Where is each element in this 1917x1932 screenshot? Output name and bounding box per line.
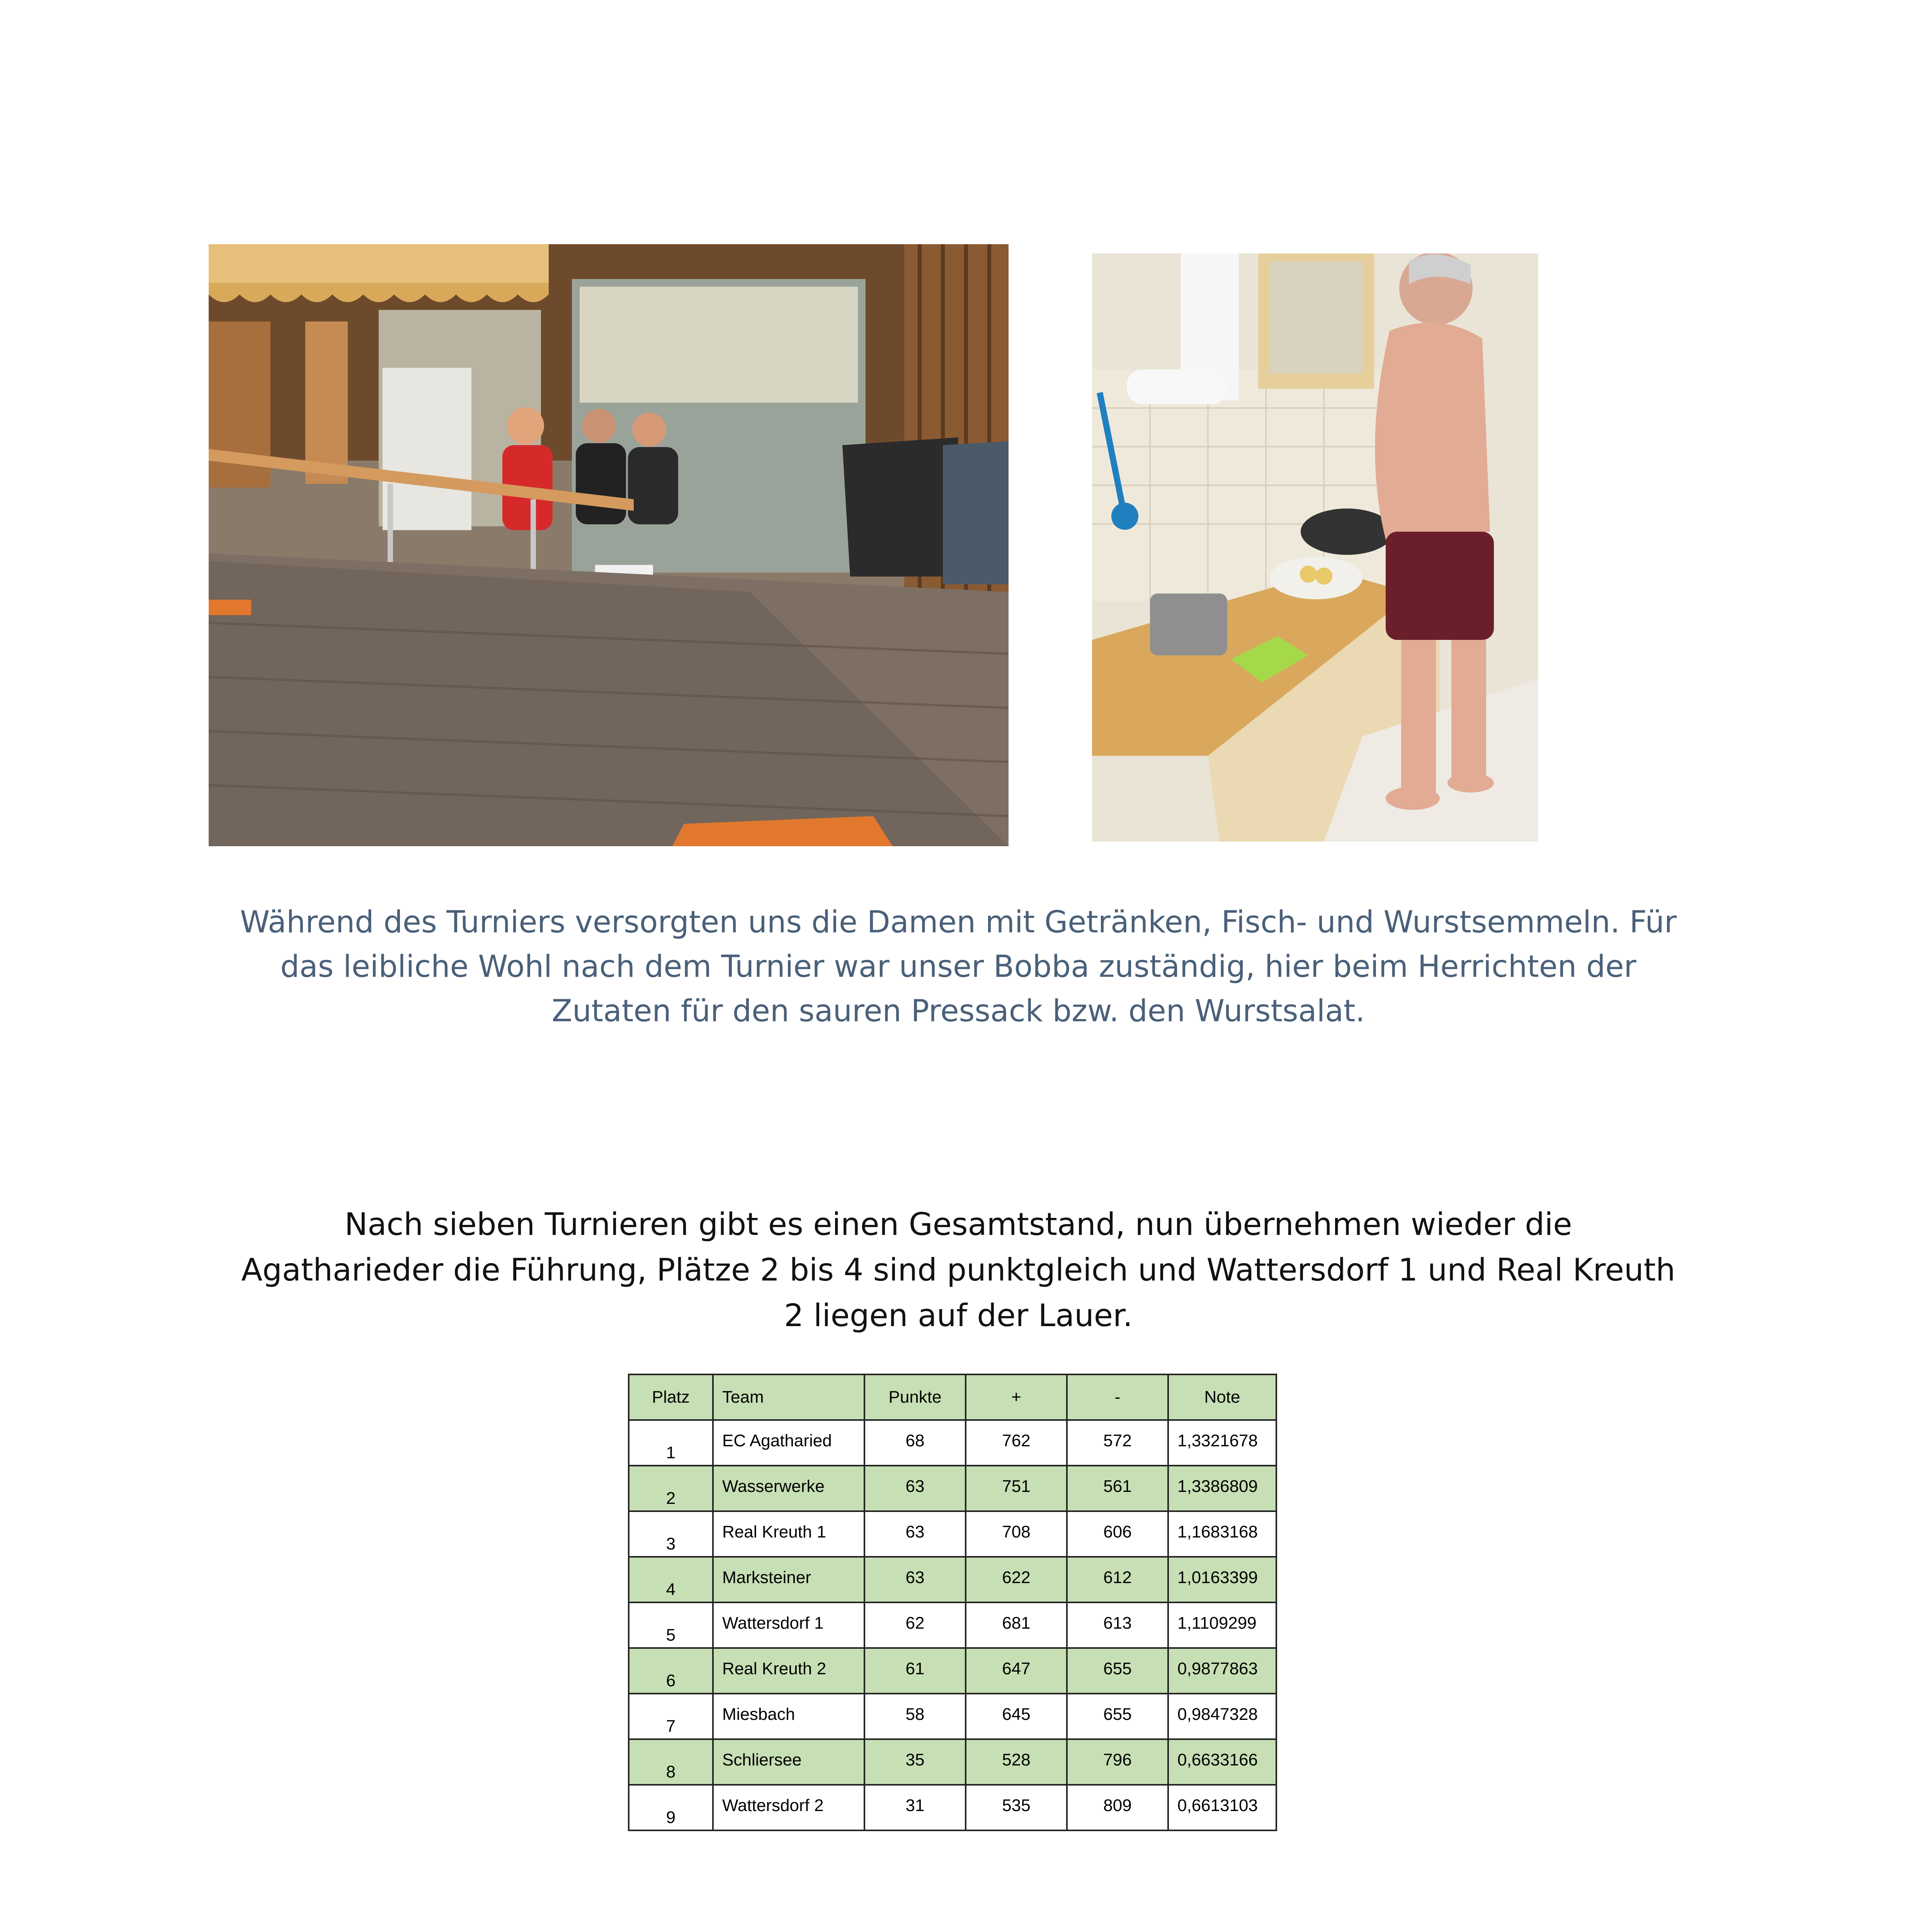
column-header-note: Note [1168, 1374, 1276, 1420]
table-row [629, 1602, 1276, 1648]
cell-plus: 622 [966, 1557, 1067, 1602]
cell-punkte: 63 [864, 1557, 966, 1602]
cell-minus: 572 [1067, 1420, 1168, 1466]
cell-note: 0,9847328 [1168, 1694, 1276, 1739]
standings-intro-line: Nach sieben Turnieren gibt es einen Gesamtstand, nun übernehmen wieder die [344, 1206, 1572, 1242]
table-row [629, 1420, 1276, 1466]
standings-intro-line: Agatharieder die Führung, Plätze 2 bis 4 sind punktgleich und Wattersdorf 1 und Real Kreuth [241, 1252, 1675, 1288]
cell-punkte: 35 [864, 1739, 966, 1785]
photo-caption-line: Zutaten für den sauren Pressack bzw. den Wurstsalat. [551, 994, 1365, 1029]
cell-minus: 613 [1067, 1602, 1168, 1648]
photo-caption [170, 900, 1747, 1034]
cell-plus: 762 [966, 1420, 1067, 1466]
column-header-punkte: Punkte [864, 1374, 966, 1420]
cell-note: 1,3321678 [1168, 1420, 1276, 1466]
cell-plus: 528 [966, 1739, 1067, 1785]
cell-punkte: 58 [864, 1694, 966, 1739]
cell-minus: 809 [1067, 1785, 1168, 1830]
cell-minus: 561 [1067, 1466, 1168, 1511]
table-row [629, 1739, 1276, 1785]
cell-punkte: 63 [864, 1466, 966, 1511]
cell-plus: 681 [966, 1602, 1067, 1648]
cell-note: 0,6613103 [1168, 1785, 1276, 1830]
photo-caption-line: das leibliche Wohl nach dem Turnier war unser Bobba zuständig, hier beim Herrichten der [280, 949, 1636, 984]
cell-note: 0,9877863 [1168, 1648, 1276, 1694]
cell-team: Schliersee [713, 1739, 864, 1785]
cell-punkte: 62 [864, 1602, 966, 1648]
terrace-photo [209, 244, 1009, 846]
table-row [629, 1648, 1276, 1694]
cell-note: 1,3386809 [1168, 1466, 1276, 1511]
cell-platz: 6 [629, 1648, 713, 1694]
cell-platz: 8 [629, 1739, 713, 1785]
standings-intro-line: 2 liegen auf der Lauer. [784, 1298, 1133, 1333]
table-row [629, 1557, 1276, 1602]
cell-platz: 9 [629, 1785, 713, 1830]
cell-team: Real Kreuth 1 [713, 1511, 864, 1557]
cell-team: Wattersdorf 2 [713, 1785, 864, 1830]
cell-minus: 655 [1067, 1694, 1168, 1739]
column-header-team: Team [713, 1374, 864, 1420]
cell-team: Wasserwerke [713, 1466, 864, 1511]
cell-note: 1,1109299 [1168, 1602, 1276, 1648]
photo-caption-line: Während des Turniers versorgten uns die Damen mit Getränken, Fisch- und Wurstsemmeln. Für [240, 905, 1677, 940]
cell-punkte: 68 [864, 1420, 966, 1466]
cell-team: Miesbach [713, 1694, 864, 1739]
cell-plus: 645 [966, 1694, 1067, 1739]
cell-minus: 606 [1067, 1511, 1168, 1557]
table-row [629, 1466, 1276, 1511]
cell-minus: 796 [1067, 1739, 1168, 1785]
kitchen-photo [1092, 253, 1538, 842]
cell-punkte: 63 [864, 1511, 966, 1557]
cell-team: Wattersdorf 1 [713, 1602, 864, 1648]
cell-plus: 647 [966, 1648, 1067, 1694]
cell-platz: 2 [629, 1466, 713, 1511]
cell-plus: 751 [966, 1466, 1067, 1511]
cell-punkte: 31 [864, 1785, 966, 1830]
cell-platz: 5 [629, 1602, 713, 1648]
cell-platz: 4 [629, 1557, 713, 1602]
cell-note: 0,6633166 [1168, 1739, 1276, 1785]
cell-team: EC Agatharied [713, 1420, 864, 1466]
cell-punkte: 61 [864, 1648, 966, 1694]
cell-plus: 708 [966, 1511, 1067, 1557]
cell-plus: 535 [966, 1785, 1067, 1830]
column-header-minus: - [1067, 1374, 1168, 1420]
cell-minus: 612 [1067, 1557, 1168, 1602]
cell-platz: 7 [629, 1694, 713, 1739]
cell-note: 1,1683168 [1168, 1511, 1276, 1557]
cell-minus: 655 [1067, 1648, 1168, 1694]
table-row [629, 1785, 1276, 1830]
standings-table [628, 1374, 1277, 1831]
cell-platz: 1 [629, 1420, 713, 1466]
column-header-plus: + [966, 1374, 1067, 1420]
cell-note: 1,0163399 [1168, 1557, 1276, 1602]
table-row [629, 1694, 1276, 1739]
cell-team: Marksteiner [713, 1557, 864, 1602]
table-header-row [629, 1374, 1276, 1420]
cell-team: Real Kreuth 2 [713, 1648, 864, 1694]
column-header-platz: Platz [629, 1374, 713, 1420]
cell-platz: 3 [629, 1511, 713, 1557]
standings-intro [170, 1202, 1747, 1338]
table-row [629, 1511, 1276, 1557]
